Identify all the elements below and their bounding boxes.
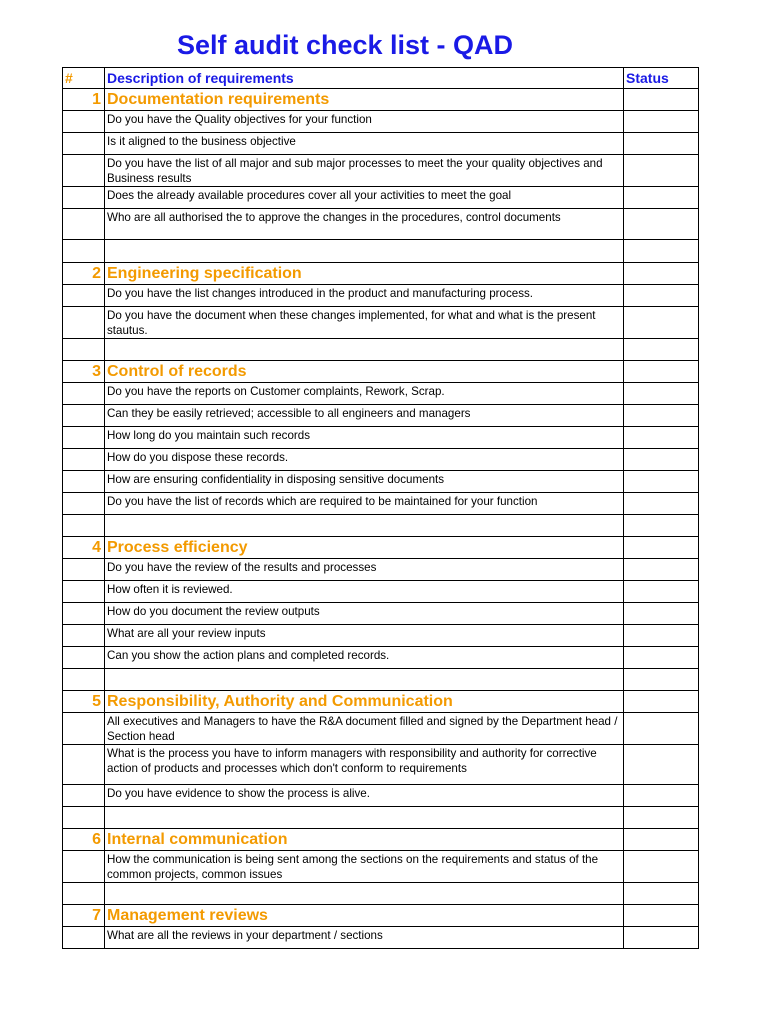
blank-row (63, 515, 699, 537)
section-row (63, 361, 699, 383)
row-number-cell (63, 155, 105, 187)
status-cell[interactable] (624, 240, 699, 263)
row-number-cell (63, 807, 105, 829)
status-cell[interactable] (624, 647, 699, 669)
requirement-row (63, 155, 699, 187)
status-cell[interactable] (624, 603, 699, 625)
section-title: Process efficiency (105, 537, 624, 559)
requirement-text: Do you have the list of all major and sub major processes to meet the your quality objectives and Business results (105, 155, 624, 187)
row-number-cell (63, 307, 105, 339)
status-cell[interactable] (624, 537, 699, 559)
section-title: Management reviews (105, 905, 624, 927)
blank-row (63, 240, 699, 263)
requirement-text: What are all the reviews in your department / sections (105, 927, 624, 949)
status-cell[interactable] (624, 133, 699, 155)
row-number-cell (63, 559, 105, 581)
row-number-cell (63, 449, 105, 471)
status-cell[interactable] (624, 111, 699, 133)
requirement-row (63, 625, 699, 647)
blank-row (63, 883, 699, 905)
status-cell[interactable] (624, 449, 699, 471)
status-cell[interactable] (624, 807, 699, 829)
status-cell[interactable] (624, 669, 699, 691)
status-cell[interactable] (624, 905, 699, 927)
status-cell[interactable] (624, 851, 699, 883)
section-number: 7 (63, 905, 105, 927)
status-cell[interactable] (624, 883, 699, 905)
requirement-row (63, 603, 699, 625)
requirement-text: How do you document the review outputs (105, 603, 624, 625)
blank-row (63, 669, 699, 691)
status-cell[interactable] (624, 89, 699, 111)
status-cell[interactable] (624, 383, 699, 405)
status-cell[interactable] (624, 307, 699, 339)
row-number-cell (63, 133, 105, 155)
requirement-row (63, 307, 699, 339)
requirement-row (63, 383, 699, 405)
requirement-row (63, 405, 699, 427)
header-status: Status (624, 68, 699, 89)
requirement-text: How are ensuring confidentiality in disposing sensitive documents (105, 471, 624, 493)
checklist-body (63, 68, 699, 949)
requirement-text: What is the process you have to inform managers with responsibility and authority for corrective action of products and processes which don't conform to requirements (105, 745, 624, 785)
row-number-cell (63, 883, 105, 905)
section-number: 6 (63, 829, 105, 851)
row-number-cell (63, 515, 105, 537)
status-cell[interactable] (624, 559, 699, 581)
section-number: 2 (63, 263, 105, 285)
row-number-cell (63, 383, 105, 405)
status-cell[interactable] (624, 927, 699, 949)
row-number-cell (63, 647, 105, 669)
row-number-cell (63, 471, 105, 493)
requirement-row (63, 133, 699, 155)
status-cell[interactable] (624, 745, 699, 785)
status-cell[interactable] (624, 515, 699, 537)
status-cell[interactable] (624, 691, 699, 713)
section-number: 1 (63, 89, 105, 111)
section-title: Documentation requirements (105, 89, 624, 111)
requirement-row (63, 647, 699, 669)
section-row (63, 263, 699, 285)
status-cell[interactable] (624, 187, 699, 209)
status-cell[interactable] (624, 339, 699, 361)
requirement-text: Does the already available procedures cover all your activities to meet the goal (105, 187, 624, 209)
row-number-cell (63, 493, 105, 515)
section-row (63, 829, 699, 851)
requirement-text: Can they be easily retrieved; accessible to all engineers and managers (105, 405, 624, 427)
requirement-text: Do you have evidence to show the process is alive. (105, 785, 624, 807)
requirement-text: How the communication is being sent among the sections on the requirements and status of the common projects, common issues (105, 851, 624, 883)
row-number-cell (63, 927, 105, 949)
requirement-text: All executives and Managers to have the R&A document filled and signed by the Department head / Section head (105, 713, 624, 745)
section-number: 4 (63, 537, 105, 559)
header-number: # (63, 68, 105, 89)
status-cell[interactable] (624, 713, 699, 745)
requirement-text: Who are all authorised the to approve the changes in the procedures, control documents (105, 209, 624, 240)
section-row (63, 89, 699, 111)
row-number-cell (63, 851, 105, 883)
requirement-row (63, 449, 699, 471)
header-row (63, 68, 699, 89)
checklist-table (62, 67, 699, 949)
row-number-cell (63, 187, 105, 209)
blank-row (63, 807, 699, 829)
section-title: Internal communication (105, 829, 624, 851)
section-number: 5 (63, 691, 105, 713)
status-cell[interactable] (624, 471, 699, 493)
requirement-row (63, 285, 699, 307)
blank-row (63, 339, 699, 361)
row-number-cell (63, 111, 105, 133)
status-cell[interactable] (624, 785, 699, 807)
blank-description-cell (105, 883, 624, 905)
status-cell[interactable] (624, 405, 699, 427)
header-description: Description of requirements (105, 68, 624, 89)
requirement-text: Do you have the list of records which are required to be maintained for your function (105, 493, 624, 515)
requirement-row (63, 927, 699, 949)
status-cell[interactable] (624, 285, 699, 307)
requirement-row (63, 785, 699, 807)
row-number-cell (63, 603, 105, 625)
requirement-text: How long do you maintain such records (105, 427, 624, 449)
section-row (63, 691, 699, 713)
section-title: Responsibility, Authority and Communication (105, 691, 624, 713)
section-row (63, 905, 699, 927)
row-number-cell (63, 745, 105, 785)
requirement-row (63, 851, 699, 883)
status-cell[interactable] (624, 493, 699, 515)
requirement-text: Do you have the review of the results and processes (105, 559, 624, 581)
row-number-cell (63, 209, 105, 240)
requirement-text: How often it is reviewed. (105, 581, 624, 603)
row-number-cell (63, 405, 105, 427)
requirement-row (63, 427, 699, 449)
status-cell[interactable] (624, 263, 699, 285)
blank-description-cell (105, 339, 624, 361)
row-number-cell (63, 339, 105, 361)
status-cell[interactable] (624, 625, 699, 647)
status-cell[interactable] (624, 581, 699, 603)
blank-description-cell (105, 807, 624, 829)
status-cell[interactable] (624, 427, 699, 449)
blank-description-cell (105, 515, 624, 537)
requirement-row (63, 493, 699, 515)
requirement-row (63, 559, 699, 581)
section-title: Control of records (105, 361, 624, 383)
requirement-row (63, 471, 699, 493)
requirement-row (63, 713, 699, 745)
row-number-cell (63, 625, 105, 647)
row-number-cell (63, 427, 105, 449)
requirement-text: Do you have the list changes introduced in the product and manufacturing process. (105, 285, 624, 307)
requirement-text: Do you have the reports on Customer complaints, Rework, Scrap. (105, 383, 624, 405)
page-title: Self audit check list - QAD (176, 30, 514, 60)
requirement-text: What are all your review inputs (105, 625, 624, 647)
status-cell[interactable] (624, 155, 699, 187)
requirement-text: How do you dispose these records. (105, 449, 624, 471)
status-cell[interactable] (624, 209, 699, 240)
section-row (63, 537, 699, 559)
requirement-text: Can you show the action plans and completed records. (105, 647, 624, 669)
requirement-row (63, 209, 699, 240)
requirement-row (63, 111, 699, 133)
requirement-row (63, 187, 699, 209)
row-number-cell (63, 581, 105, 603)
section-number: 3 (63, 361, 105, 383)
status-cell[interactable] (624, 829, 699, 851)
requirement-text: Is it aligned to the business objective (105, 133, 624, 155)
requirement-row (63, 745, 699, 785)
row-number-cell (63, 713, 105, 745)
row-number-cell (63, 240, 105, 263)
requirement-text: Do you have the document when these changes implemented, for what and what is the present stautus. (105, 307, 624, 339)
row-number-cell (63, 669, 105, 691)
blank-description-cell (105, 669, 624, 691)
requirement-text: Do you have the Quality objectives for your function (105, 111, 624, 133)
requirement-row (63, 581, 699, 603)
row-number-cell (63, 785, 105, 807)
section-title: Engineering specification (105, 263, 624, 285)
status-cell[interactable] (624, 361, 699, 383)
row-number-cell (63, 285, 105, 307)
blank-description-cell (105, 240, 624, 263)
